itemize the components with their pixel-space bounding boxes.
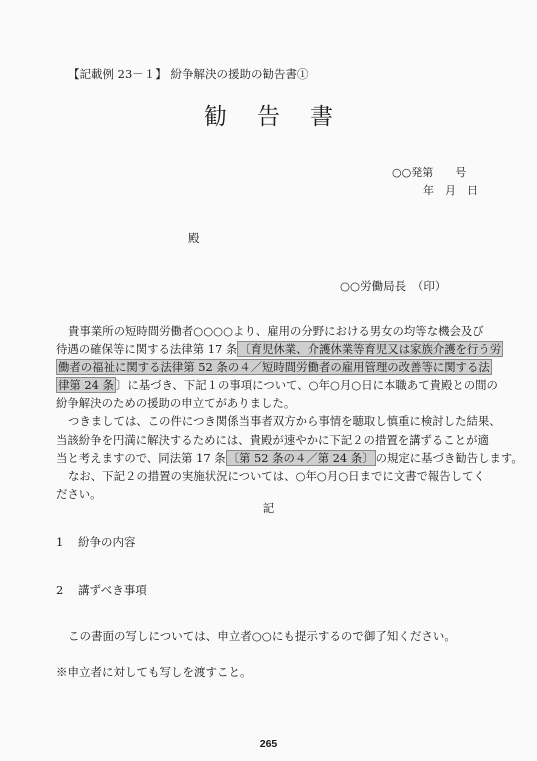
item-number: 2 (56, 583, 64, 597)
body-text-segment: 〕に基づき、下記１の事項について、○年○月○日に本職あて貴殿との間の (115, 378, 498, 393)
body-line: 貴事業所の短時間労働者○○○○より、雇用の分野における男女の均等な機会及び (68, 324, 484, 338)
body-text-segment: 当と考えますので、同法第 17 条 (56, 450, 226, 465)
ki-heading: 記 (262, 501, 275, 515)
body-text-segment: の規定に基づき勧告します。 (375, 450, 523, 465)
body-text (56, 322, 523, 503)
addressee: 殿 (188, 231, 200, 245)
highlighted-text: 働者の福祉に関する法律第 52 条の４／短時間労働者の雇用管理の改善等に関する法 (58, 360, 490, 375)
list-item (56, 534, 136, 550)
notice-text: この書面の写しについては、申立者○○にも提示するので御了知ください。 (68, 629, 456, 643)
body-line: つきましては、この件につき関係当事者双方から事情を聴取し慎重に検討した結果、 (68, 414, 501, 429)
body-line: ださい。 (56, 486, 102, 501)
body-line (56, 340, 506, 358)
example-heading: 【記載例 23－１】 紛争解決の援助の勧告書① (68, 67, 309, 81)
document-number: ○○発第 号 (392, 166, 467, 179)
page-number: 265 (259, 738, 278, 750)
highlighted-text: 〔第 52 条の４／第 24 条〕 (227, 450, 374, 465)
body-line (56, 358, 506, 376)
document-date: 年 月 日 (423, 184, 478, 197)
body-line: 当該紛争を円満に解決するためには、貴殿が速やかに下記２の措置を講ずることが適 (56, 432, 489, 447)
body-line (56, 376, 506, 394)
footnote: ※申立者に対しても写しを渡すこと。 (56, 665, 252, 679)
list-item (56, 582, 147, 598)
body-line: なお、下記２の措置の実施状況については、○年○月○日までに文書で報告してく (68, 468, 485, 483)
item-label: 講ずべき事項 (78, 583, 147, 597)
highlighted-text: 律第 24 条 (58, 378, 114, 393)
body-text-segment: 待遇の確保等に関する法律第 17 条 (56, 342, 238, 357)
item-number: 1 (56, 535, 64, 549)
highlighted-text: 〔育児休業、介護休業等育児又は家族介護を行う労 (239, 342, 502, 357)
document-title: 勧告書 (204, 104, 363, 130)
body-line: 紛争解決のための援助の申立てがありました。 (56, 396, 296, 411)
sender: ○○労働局長 （印） (340, 279, 447, 293)
item-label: 紛争の内容 (78, 535, 136, 549)
body-line (56, 449, 523, 467)
